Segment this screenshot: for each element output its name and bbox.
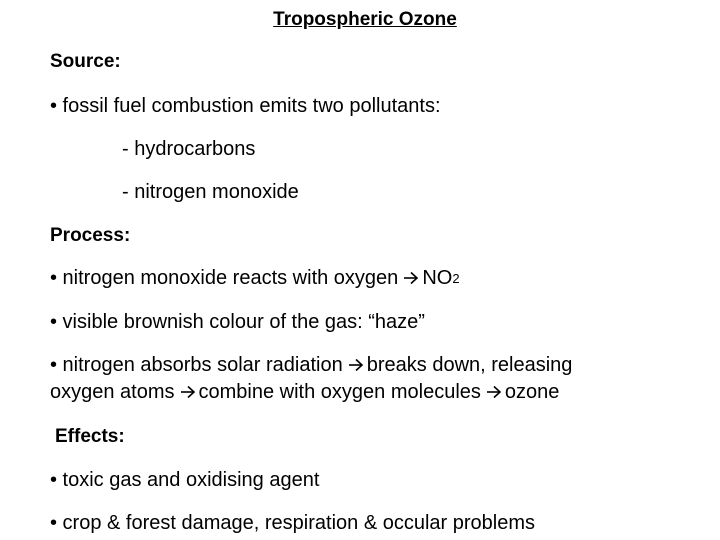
- process-line-1: [50, 266, 460, 291]
- process-line-3b: [50, 380, 559, 404]
- arrow-right-icon: [348, 358, 364, 372]
- process-line-1-subscript: 2: [452, 271, 460, 286]
- process-line-3b-b: combine with oxygen molecules: [198, 381, 481, 403]
- process-line-2: • visible brownish colour of the gas: “haze”: [50, 311, 425, 333]
- source-item-hydrocarbons: - hydrocarbons: [122, 138, 256, 160]
- source-heading: Source:: [50, 51, 121, 72]
- effects-item-1: • toxic gas and oxidising agent: [50, 469, 320, 491]
- arrow-right-icon: [486, 385, 502, 399]
- page-title: Tropospheric Ozone: [273, 9, 457, 30]
- effects-item-2: • crop & forest damage, respiration & occular problems: [50, 512, 535, 534]
- source-item-nitrogen-monoxide: - nitrogen monoxide: [122, 181, 299, 203]
- process-line-3a-post: breaks down, releasing: [366, 354, 573, 376]
- process-line-3a: [50, 353, 572, 377]
- process-line-1-formula: NO: [422, 267, 453, 289]
- arrow-right-icon: [403, 271, 419, 285]
- process-line-3a-pre: • nitrogen absorbs solar radiation: [50, 354, 343, 376]
- process-line-1-pre: • nitrogen monoxide reacts with oxygen: [50, 267, 399, 289]
- arrow-right-icon: [180, 385, 196, 399]
- source-bullet: • fossil fuel combustion emits two pollutants:: [50, 95, 441, 117]
- process-heading: Process:: [50, 225, 131, 246]
- effects-heading: Effects:: [55, 426, 125, 447]
- process-line-3b-a: oxygen atoms: [50, 381, 175, 403]
- process-line-3b-c: ozone: [504, 381, 560, 403]
